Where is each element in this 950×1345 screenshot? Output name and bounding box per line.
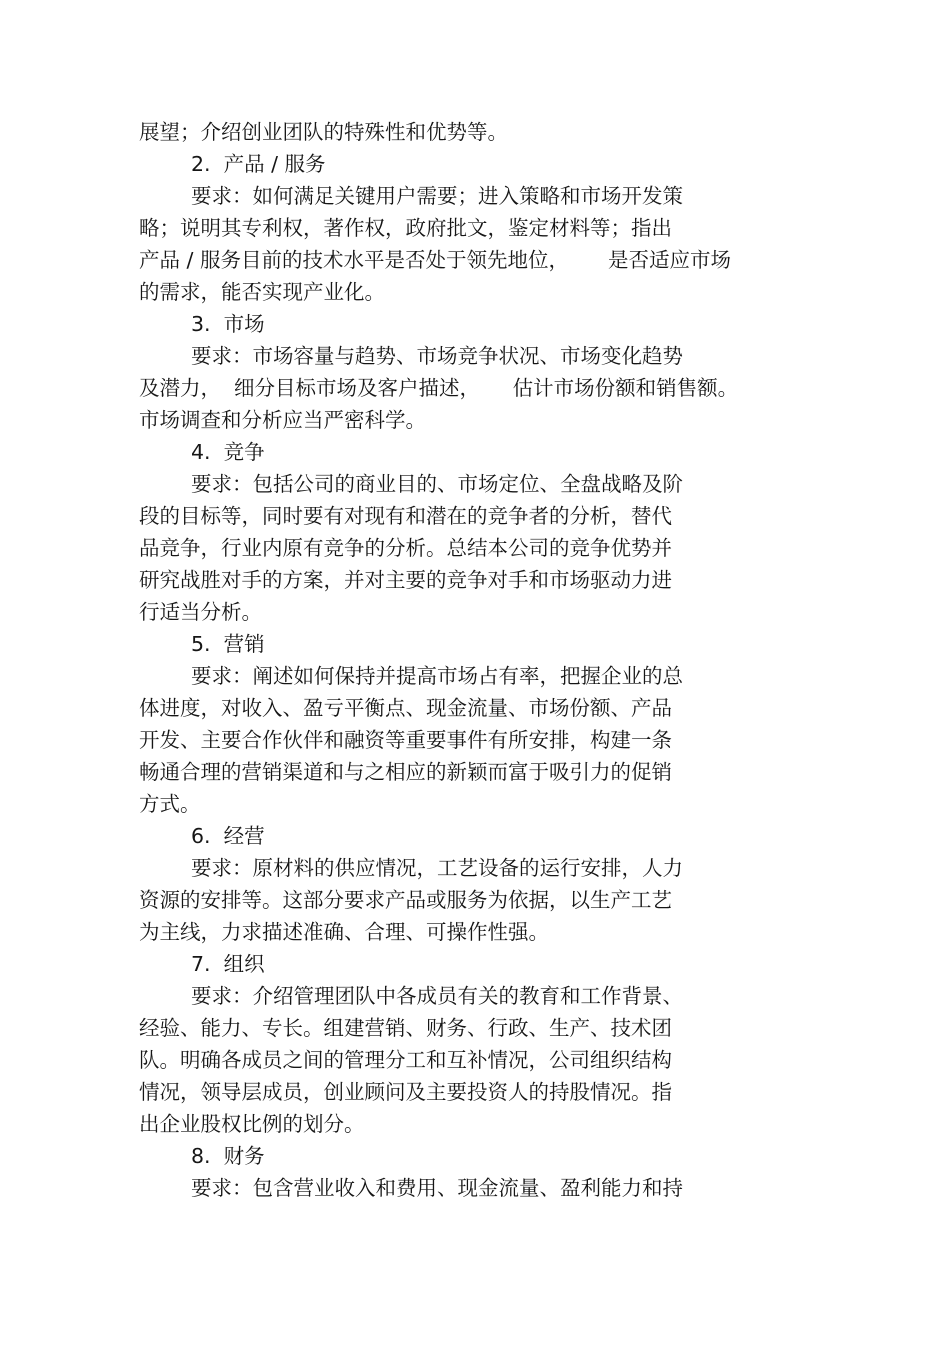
document-line: 展望；介绍创业团队的特殊性和优势等。 [139,120,508,144]
document-line: 要求：市场容量与趋势、市场竞争状况、市场变化趋势 [191,344,683,368]
document-line: 要求：如何满足关键用户需要；进入策略和市场开发策 [191,184,683,208]
document-line: 7. 组织 [191,952,265,976]
document-line: 4. 竞争 [191,440,265,464]
document-line: 要求：原材料的供应情况，工艺设备的运行安排，人力 [191,856,683,880]
document-line: 资源的安排等。这部分要求产品或服务为依据，以生产工艺 [139,888,672,912]
document-line: 产品 / 服务目前的技术水平是否处于领先地位， 是否适应市场 [139,248,732,272]
document-line: 8. 财务 [191,1144,265,1168]
document-line: 及潜力， 细分目标市场及客户描述， 估计市场份额和销售额。 [139,376,739,400]
document-line: 要求：介绍管理团队中各成员有关的教育和工作背景、 [191,984,683,1008]
document-line: 品竞争，行业内原有竞争的分析。总结本公司的竞争优势并 [139,536,672,560]
document-line: 方式。 [139,792,201,816]
document-line: 5. 营销 [191,632,265,656]
document-line: 段的目标等，同时要有对现有和潜在的竞争者的分析，替代 [139,504,672,528]
document-line: 要求：包含营业收入和费用、现金流量、盈利能力和持 [191,1176,683,1200]
document-line: 队。明确各成员之间的管理分工和互补情况，公司组织结构 [139,1048,672,1072]
document-line: 2. 产品 / 服务 [191,152,326,176]
document-line: 6. 经营 [191,824,265,848]
document-line: 为主线，力求描述准确、合理、可操作性强。 [139,920,549,944]
document-line: 要求：阐述如何保持并提高市场占有率，把握企业的总 [191,664,683,688]
document-line: 开发、主要合作伙伴和融资等重要事件有所安排，构建一条 [139,728,672,752]
document-line: 3. 市场 [191,312,265,336]
document-line: 出企业股权比例的划分。 [139,1112,365,1136]
document-line: 经验、能力、专长。组建营销、财务、行政、生产、技术团 [139,1016,672,1040]
document-line: 略；说明其专利权，著作权，政府批文，鉴定材料等；指出 [139,216,672,240]
document-line: 的需求，能否实现产业化。 [139,280,385,304]
document-line: 情况，领导层成员，创业顾问及主要投资人的持股情况。指 [139,1080,672,1104]
document-line: 畅通合理的营销渠道和与之相应的新颖而富于吸引力的促销 [139,760,672,784]
document-line: 体进度，对收入、盈亏平衡点、现金流量、市场份额、产品 [139,696,672,720]
document-line: 市场调查和分析应当严密科学。 [139,408,426,432]
document-line: 研究战胜对手的方案，并对主要的竞争对手和市场驱动力进 [139,568,672,592]
document-line: 行适当分析。 [139,600,262,624]
document-line: 要求：包括公司的商业目的、市场定位、全盘战略及阶 [191,472,683,496]
